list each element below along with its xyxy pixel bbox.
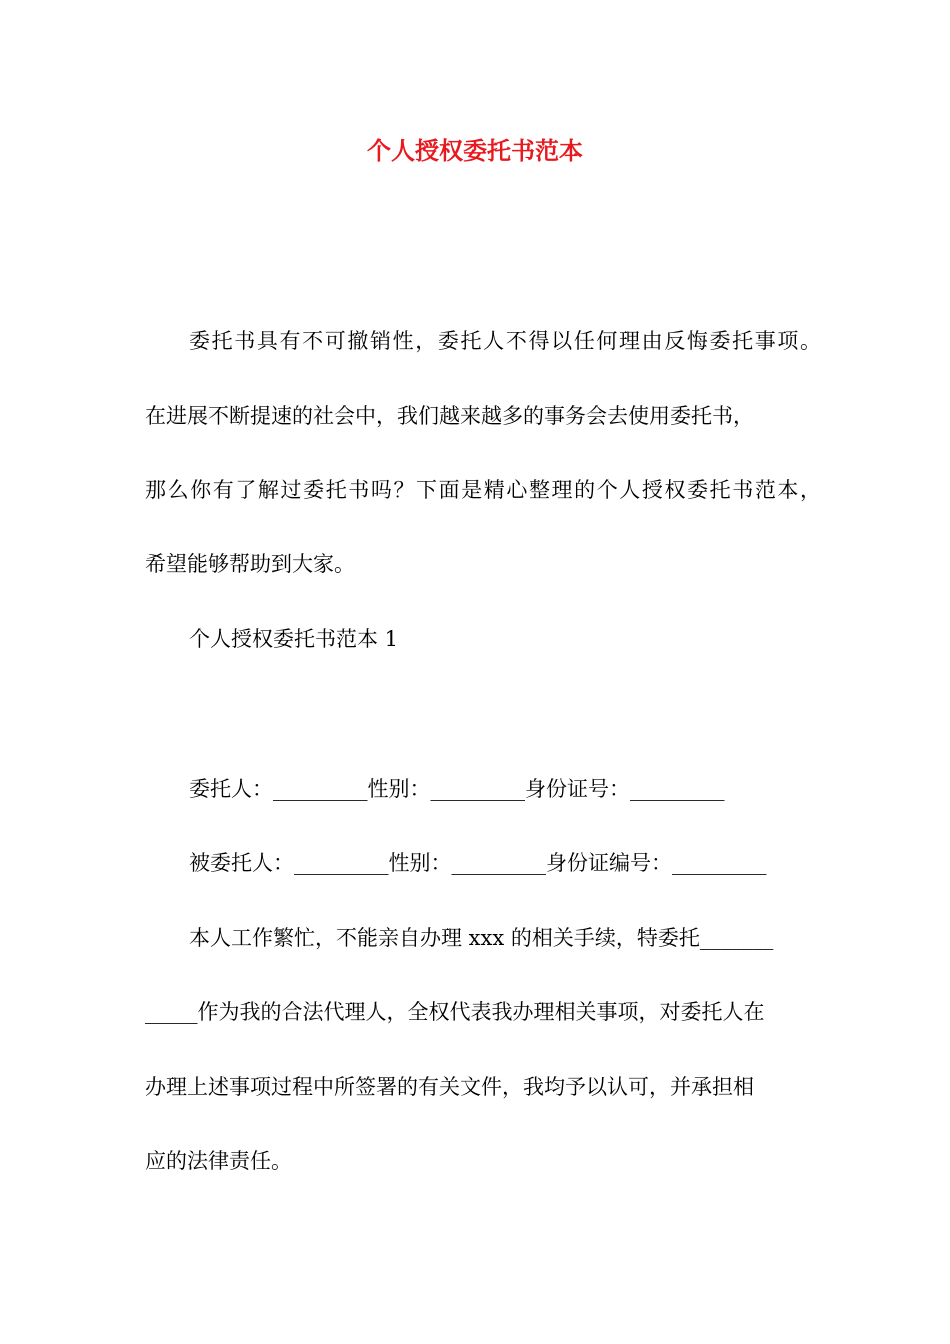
section-heading: 个人授权委托书范本 1 [189, 627, 399, 651]
form-line-principal: 委托人：_________性别：_________身份证号：_________ [189, 777, 725, 801]
intro-line-2: 在进展不断提速的社会中，我们越来越多的事务会去使用委托书， [145, 404, 754, 428]
form-line-agent: 被委托人：_________性别：_________身份证编号：_________ [189, 851, 767, 875]
intro-line-3: 那么你有了解过委托书吗？下面是精心整理的个人授权委托书范本， [145, 478, 821, 502]
body-line-2: _____作为我的合法代理人，全权代表我办理相关事项，对委托人在 [145, 1000, 765, 1024]
body-line-3: 办理上述事项过程中所签署的有关文件，我均予以认可，并承担相 [145, 1075, 754, 1099]
intro-line-1: 委托书具有不可撤销性，委托人不得以任何理由反悔委托事项。 [189, 329, 821, 353]
body-line-4: 应的法律责任。 [145, 1149, 292, 1173]
intro-line-4: 希望能够帮助到大家。 [145, 552, 355, 576]
document-title: 个人授权委托书范本 [367, 136, 583, 165]
body-line-1: 本人工作繁忙，不能亲自办理 xxx 的相关手续，特委托_______ [189, 926, 774, 950]
